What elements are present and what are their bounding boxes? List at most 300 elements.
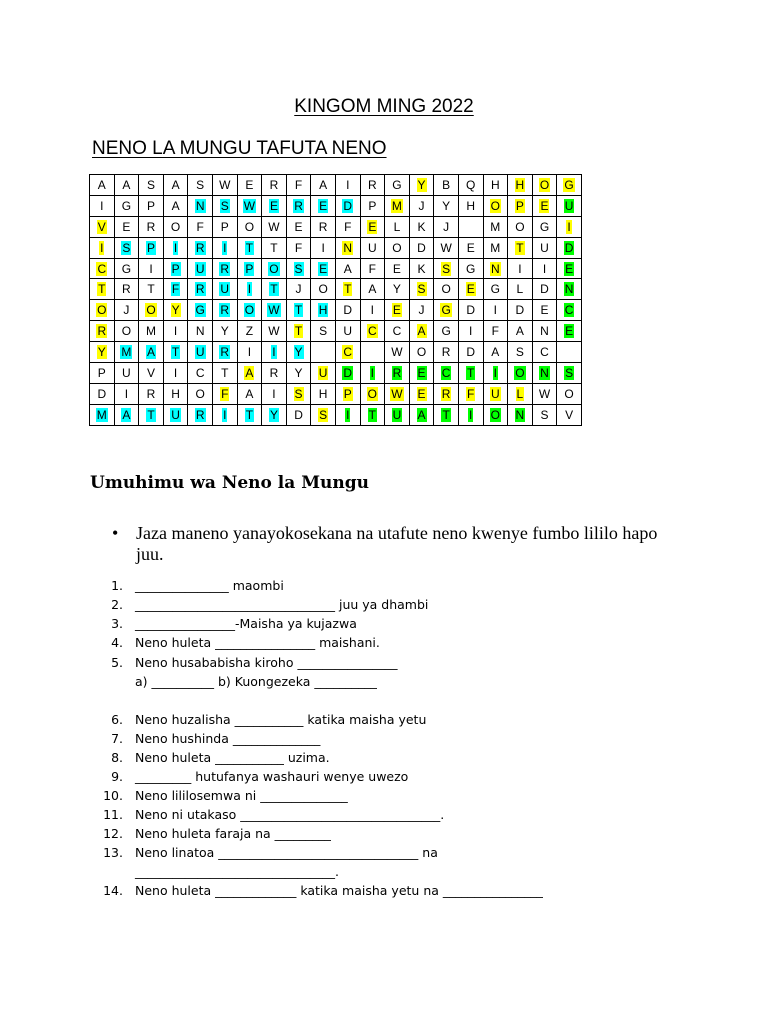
grid-letter: A [122, 177, 131, 192]
grid-letter: V [97, 219, 106, 234]
grid-cell [90, 237, 115, 258]
grid-cell [114, 195, 139, 216]
grid-cell [508, 258, 533, 279]
question-number: 1. [111, 578, 123, 593]
grid-cell [114, 175, 139, 196]
grid-cell [409, 237, 434, 258]
grid-cell [409, 195, 434, 216]
grid-cell [385, 363, 410, 384]
grid-letter: U [367, 240, 377, 255]
question-text: Neno linatoa ________________________________ na [135, 845, 438, 860]
grid-letter: F [196, 219, 204, 234]
grid-letter: O [244, 219, 255, 234]
grid-letter: W [268, 324, 280, 339]
grid-letter: T [270, 282, 278, 297]
grid-cell [90, 363, 115, 384]
grid-letter: A [97, 177, 106, 192]
grid-cell [188, 216, 213, 237]
grid-cell [532, 279, 557, 300]
grid-cell [557, 383, 582, 404]
grid-letter: S [294, 386, 303, 401]
grid-cell [163, 279, 188, 300]
question-number: 9. [111, 769, 123, 784]
grid-cell [262, 279, 287, 300]
grid-letter: I [100, 240, 104, 255]
grid-letter: P [171, 261, 180, 276]
grid-letter: Y [269, 407, 278, 422]
grid-letter: T [516, 240, 524, 255]
grid-letter: E [319, 198, 328, 213]
document-title: KINGOM MING 2022 [294, 96, 474, 117]
question-number: 8. [111, 750, 123, 765]
grid-letter: W [440, 240, 452, 255]
grid-cell [360, 195, 385, 216]
grid-cell [335, 321, 360, 342]
grid-cell [360, 175, 385, 196]
grid-letter: U [195, 261, 205, 276]
grid-letter: P [146, 198, 155, 213]
grid-letter: E [565, 324, 574, 339]
grid-letter: F [294, 177, 303, 192]
grid-cell [311, 216, 336, 237]
grid-letter: A [146, 345, 155, 360]
grid-cell [163, 195, 188, 216]
grid-letter: R [367, 177, 377, 192]
grid-letter: T [442, 407, 450, 422]
grid-letter: I [518, 261, 522, 276]
grid-letter: T [245, 240, 254, 255]
grid-cell [237, 404, 262, 425]
grid-cell [458, 383, 483, 404]
grid-letter: S [565, 365, 574, 380]
grid-cell [212, 175, 237, 196]
grid-cell [90, 404, 115, 425]
grid-cell [286, 279, 311, 300]
question-number: 3. [111, 616, 123, 631]
grid-cell [90, 195, 115, 216]
grid-letter: S [442, 261, 451, 276]
grid-row [90, 175, 582, 196]
grid-cell [434, 237, 459, 258]
question-text: ________________-Maisha ya kujazwa [135, 616, 357, 631]
grid-cell [212, 300, 237, 321]
grid-letter: O [121, 324, 132, 339]
grid-letter: J [123, 303, 130, 318]
grid-cell [385, 175, 410, 196]
grid-letter: O [269, 261, 279, 276]
grid-letter: O [490, 198, 500, 213]
grid-letter: I [149, 261, 153, 276]
grid-letter: R [195, 282, 205, 297]
grid-letter: H [171, 386, 180, 401]
grid-letter: D [417, 240, 426, 255]
grid-letter: I [173, 240, 178, 255]
grid-letter: S [319, 324, 328, 339]
question-number: 10. [103, 788, 123, 803]
grid-cell [286, 300, 311, 321]
grid-letter: Y [171, 303, 180, 318]
grid-letter: A [515, 324, 524, 339]
grid-cell [385, 404, 410, 425]
question-number: 14. [103, 883, 123, 898]
section-heading: Umuhimu wa Neno la Mungu [90, 473, 369, 493]
grid-cell [458, 279, 483, 300]
grid-cell [532, 404, 557, 425]
grid-cell [458, 258, 483, 279]
grid-letter: S [319, 407, 328, 422]
grid-letter [470, 229, 472, 231]
grid-letter: U [490, 386, 500, 401]
grid-letter: P [97, 365, 106, 380]
grid-cell [311, 175, 336, 196]
grid-cell [483, 363, 508, 384]
grid-cell [163, 404, 188, 425]
grid-letter: C [343, 345, 353, 360]
grid-cell [434, 300, 459, 321]
grid-cell [458, 363, 483, 384]
grid-cell [188, 258, 213, 279]
grid-letter: C [540, 345, 549, 360]
instruction-text: Jaza maneno yanayokosekana na utafute neno kwenye fumbo lililo hapo juu. [136, 523, 658, 564]
grid-letter: Y [442, 198, 451, 213]
question-number: 5. [111, 655, 123, 670]
grid-cell [458, 175, 483, 196]
grid-cell [434, 342, 459, 363]
grid-cell [114, 279, 139, 300]
grid-letter: R [146, 386, 156, 401]
grid-cell [212, 363, 237, 384]
grid-letter: W [538, 386, 551, 401]
grid-letter: N [343, 240, 353, 255]
grid-cell [335, 237, 360, 258]
grid-cell [139, 342, 164, 363]
grid-letter: P [368, 198, 377, 213]
grid-letter: A [368, 282, 377, 297]
question-text: Neno huzalisha ___________ katika maisha yetu [135, 712, 427, 727]
grid-letter: H [515, 177, 525, 192]
grid-cell [212, 342, 237, 363]
grid-cell [483, 279, 508, 300]
grid-cell [262, 175, 287, 196]
grid-letter: F [344, 219, 352, 234]
grid-cell [409, 363, 434, 384]
grid-cell [311, 237, 336, 258]
grid-cell [557, 175, 582, 196]
grid-letter: H [466, 198, 476, 213]
grid-letter: U [540, 240, 549, 255]
grid-letter: O [539, 177, 550, 192]
grid-cell [212, 321, 237, 342]
grid-letter: A [417, 324, 426, 339]
grid-letter: F [171, 282, 180, 297]
grid-letter: A [417, 407, 426, 422]
grid-letter: Y [220, 324, 229, 339]
question-text: Neno lililosemwa ni ______________ [135, 788, 348, 803]
grid-cell [335, 404, 360, 425]
grid-letter: P [245, 261, 254, 276]
grid-letter: H [490, 177, 500, 192]
grid-letter: T [368, 407, 376, 422]
grid-cell [212, 383, 237, 404]
grid-cell [286, 258, 311, 279]
grid-letter: I [346, 177, 350, 192]
question-text: Neno ni utakaso ________________________________. [135, 807, 445, 822]
grid-letter: G [121, 198, 132, 213]
grid-letter: O [318, 282, 328, 297]
grid-letter: O [392, 240, 402, 255]
grid-letter: R [220, 345, 230, 360]
grid-letter: I [173, 324, 178, 339]
grid-letter: D [343, 303, 353, 318]
grid-letter: E [565, 261, 574, 276]
grid-cell [311, 321, 336, 342]
grid-cell [557, 321, 582, 342]
grid-letter: M [96, 407, 107, 422]
question-text: _______________ maombi [135, 578, 284, 593]
grid-letter: I [223, 407, 227, 422]
grid-letter: I [567, 219, 571, 234]
grid-cell [237, 383, 262, 404]
grid-letter: I [272, 345, 276, 360]
grid-cell [458, 321, 483, 342]
grid-cell [385, 237, 410, 258]
grid-cell [335, 175, 360, 196]
grid-cell [139, 258, 164, 279]
grid-letter: F [467, 386, 475, 401]
grid-cell [212, 237, 237, 258]
grid-cell [434, 195, 459, 216]
grid-letter: G [466, 261, 476, 276]
grid-letter [568, 354, 570, 356]
grid-cell [311, 404, 336, 425]
grid-cell [458, 216, 483, 237]
grid-letter: R [122, 282, 131, 297]
grid-cell [335, 383, 360, 404]
grid-cell [434, 279, 459, 300]
grid-cell [163, 363, 188, 384]
grid-cell [508, 195, 533, 216]
grid-cell [114, 300, 139, 321]
grid-letter: T [344, 282, 352, 297]
grid-cell [139, 321, 164, 342]
grid-letter: A [122, 407, 131, 422]
grid-cell [557, 237, 582, 258]
grid-letter: R [220, 261, 230, 276]
grid-letter: W [268, 219, 280, 234]
grid-cell [483, 216, 508, 237]
grid-letter: I [370, 365, 374, 380]
grid-cell [434, 216, 459, 237]
grid-letter: I [223, 240, 227, 255]
grid-cell [212, 216, 237, 237]
grid-cell [311, 195, 336, 216]
grid-cell [360, 342, 385, 363]
grid-letter: L [516, 282, 524, 297]
question-number: 13. [103, 845, 123, 860]
grid-cell [335, 300, 360, 321]
grid-cell [90, 383, 115, 404]
grid-row [90, 363, 582, 384]
grid-letter: A [245, 386, 254, 401]
grid-letter: I [173, 365, 178, 380]
grid-cell [483, 175, 508, 196]
grid-cell [90, 342, 115, 363]
grid-cell [311, 258, 336, 279]
question-number: 6. [111, 712, 123, 727]
grid-letter: M [121, 345, 132, 360]
grid-letter: C [441, 365, 451, 380]
grid-cell [434, 175, 459, 196]
grid-cell [483, 404, 508, 425]
grid-cell [458, 342, 483, 363]
grid-letter: T [147, 282, 155, 297]
grid-letter: R [146, 219, 156, 234]
grid-letter: O [441, 282, 451, 297]
grid-cell [311, 342, 336, 363]
grid-letter: A [343, 261, 352, 276]
grid-letter: E [368, 219, 377, 234]
grid-letter: F [491, 324, 499, 339]
grid-letter: F [294, 240, 303, 255]
grid-cell [212, 404, 237, 425]
grid-cell [90, 175, 115, 196]
grid-letter: T [221, 365, 229, 380]
grid-cell [335, 258, 360, 279]
grid-letter: G [539, 219, 550, 234]
grid-cell [434, 383, 459, 404]
grid-letter: J [443, 219, 450, 234]
grid-cell [163, 300, 188, 321]
grid-letter: S [540, 407, 549, 422]
grid-cell [508, 300, 533, 321]
grid-cell [434, 363, 459, 384]
grid-cell [409, 258, 434, 279]
grid-letter: T [467, 365, 475, 380]
grid-letter: U [195, 345, 205, 360]
grid-letter: N [195, 324, 205, 339]
grid-cell [139, 175, 164, 196]
grid-cell [360, 279, 385, 300]
grid-cell [237, 279, 262, 300]
grid-letter: C [367, 324, 377, 339]
grid-letter: R [220, 303, 230, 318]
grid-cell [163, 216, 188, 237]
grid-letter: G [121, 261, 132, 276]
grid-letter: I [272, 386, 276, 401]
grid-row [90, 300, 582, 321]
grid-letter: P [515, 198, 524, 213]
grid-letter: A [171, 177, 180, 192]
grid-cell [188, 363, 213, 384]
grid-cell [385, 321, 410, 342]
grid-letter: A [245, 365, 254, 380]
puzzle-title: NENO LA MUNGU TAFUTA NENO [92, 138, 387, 159]
grid-cell [557, 279, 582, 300]
grid-letter: M [490, 240, 501, 255]
grid-letter: I [247, 282, 252, 297]
grid-cell [557, 404, 582, 425]
grid-cell [262, 383, 287, 404]
grid-row [90, 342, 582, 363]
grid-letter: N [540, 324, 549, 339]
grid-row [90, 237, 582, 258]
grid-letter: R [392, 365, 402, 380]
grid-cell [532, 258, 557, 279]
grid-cell [532, 195, 557, 216]
grid-letter: C [97, 261, 107, 276]
grid-letter: S [122, 240, 131, 255]
grid-cell [483, 321, 508, 342]
grid-letter: V [565, 407, 574, 422]
grid-cell [532, 175, 557, 196]
grid-cell [508, 321, 533, 342]
grid-cell [286, 342, 311, 363]
grid-cell [262, 195, 287, 216]
grid-cell [188, 342, 213, 363]
grid-cell [286, 195, 311, 216]
grid-letter: T [245, 407, 254, 422]
grid-cell [532, 321, 557, 342]
grid-letter: G [441, 303, 451, 318]
grid-letter: D [540, 282, 549, 297]
grid-letter: F [221, 386, 229, 401]
grid-cell [286, 216, 311, 237]
grid-cell [483, 237, 508, 258]
grid-cell [237, 363, 262, 384]
grid-cell [237, 195, 262, 216]
grid-cell [262, 321, 287, 342]
grid-cell [114, 216, 139, 237]
grid-letter: I [542, 261, 547, 276]
grid-cell [360, 404, 385, 425]
grid-letter: Q [466, 177, 476, 192]
grid-letter: R [97, 324, 107, 339]
grid-cell [237, 321, 262, 342]
grid-cell [508, 175, 533, 196]
grid-letter: I [493, 303, 497, 318]
grid-letter: W [243, 198, 256, 213]
grid-cell [483, 342, 508, 363]
grid-letter: N [195, 198, 205, 213]
grid-cell [139, 383, 164, 404]
question-text: Neno huleta faraja na _________ [135, 826, 331, 841]
grid-cell [286, 175, 311, 196]
grid-cell [557, 216, 582, 237]
grid-row [90, 279, 582, 300]
grid-letter: S [417, 282, 426, 297]
grid-cell [360, 321, 385, 342]
grid-letter: P [343, 386, 352, 401]
grid-cell [508, 279, 533, 300]
grid-row [90, 258, 582, 279]
grid-letter: L [516, 386, 524, 401]
grid-cell [188, 195, 213, 216]
grid-cell [286, 383, 311, 404]
question-text: ________________________________ juu ya dhambi [135, 597, 429, 612]
grid-letter: O [170, 219, 181, 234]
grid-letter: L [393, 219, 401, 234]
grid-letter: R [441, 386, 451, 401]
grid-letter: T [294, 324, 303, 339]
grid-letter: I [346, 407, 350, 422]
grid-cell [409, 216, 434, 237]
grid-letter: K [417, 261, 426, 276]
grid-cell [557, 363, 582, 384]
grid-letter: E [269, 198, 278, 213]
grid-letter: R [294, 198, 303, 213]
grid-cell [114, 321, 139, 342]
grid-letter: A [171, 198, 180, 213]
